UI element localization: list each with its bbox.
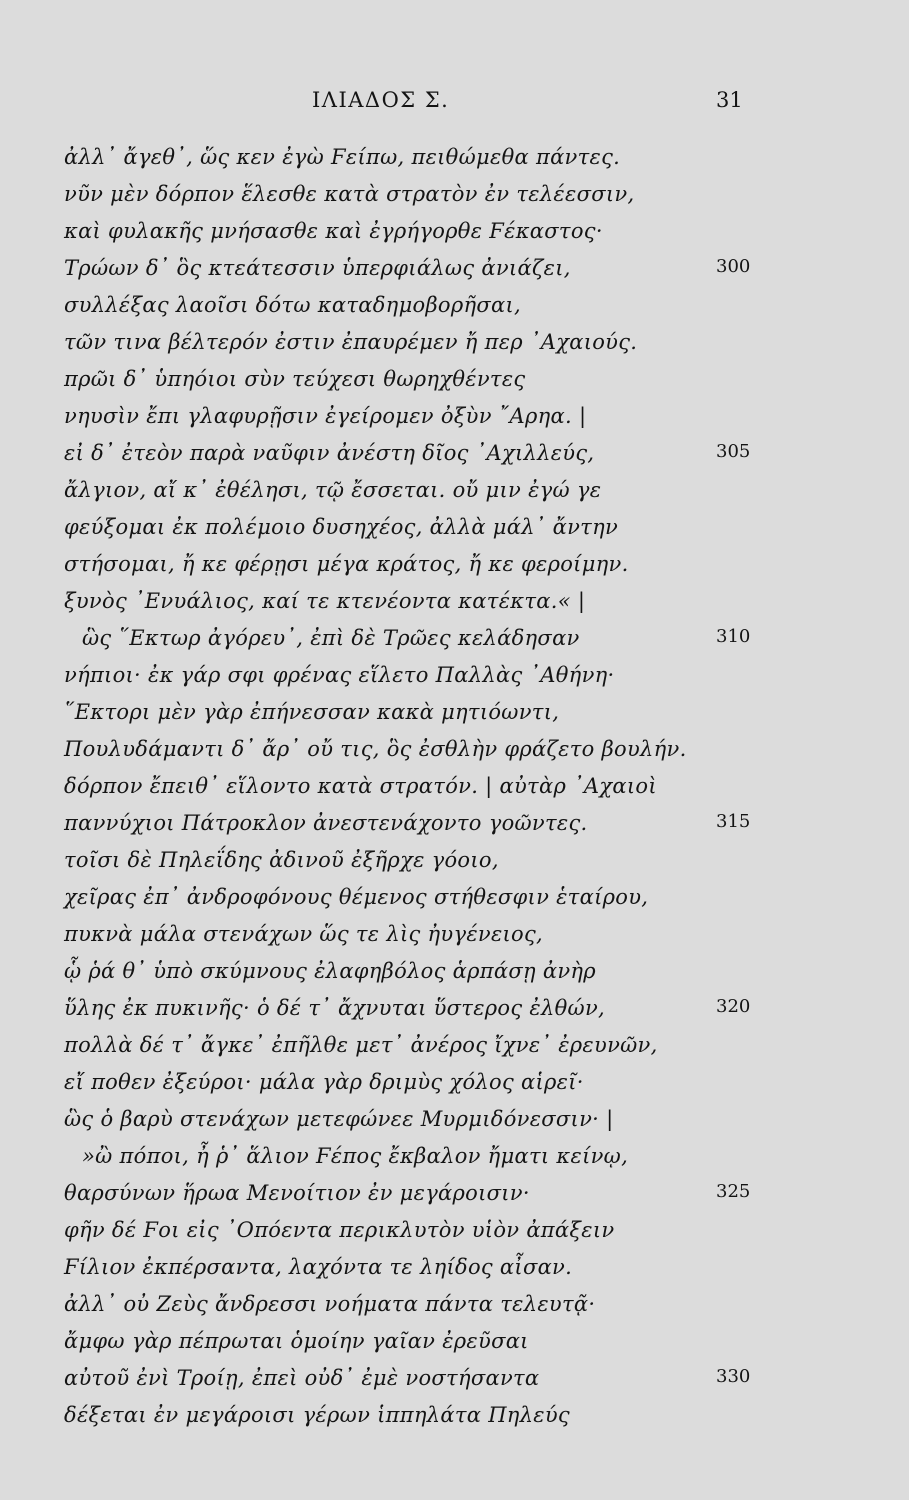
verse-line	[0, 1329, 909, 1366]
verse-line	[0, 145, 909, 182]
verse-line	[0, 922, 909, 959]
running-head	[0, 88, 909, 128]
verse-text: συλλέξας λαοῖσι δότω καταδημοβορῆσαι,	[64, 293, 521, 317]
verse-line	[0, 848, 909, 885]
verse-line	[0, 182, 909, 219]
verse-line	[0, 1033, 909, 1070]
verse-line	[0, 626, 909, 663]
line-number: 330	[716, 1366, 751, 1387]
verse-text: ὕλης ἐκ πυκινῆς· ὁ δέ τ᾽ ἄχνυται ὕστερος ἐλθών,	[64, 996, 605, 1020]
page-number: 31	[716, 88, 743, 112]
verse-text: καὶ φυλακῆς μνήσασθε καὶ ἐγρήγορθε Ϝέκαστος·	[64, 219, 603, 243]
verse-text: δόρπον ἔπειθ᾽ εἵλοντο κατὰ στρατόν. | αὐτὰρ ᾽Αχαιοὶ	[64, 774, 657, 798]
line-number: 315	[716, 811, 751, 832]
verse-text: αὐτοῦ ἐνὶ Τροίῃ, ἐπεὶ οὐδ᾽ ἐμὲ νοστήσαντα	[64, 1366, 540, 1390]
verse-text: ἀλλ᾽ ἄγεθ᾽, ὥς κεν ἐγὼ Ϝείπω, πειθώμεθα πάντες.	[64, 145, 621, 169]
line-number: 325	[716, 1181, 751, 1202]
verse-line	[0, 1218, 909, 1255]
verse-line	[0, 996, 909, 1033]
verse-line	[0, 737, 909, 774]
verse-block	[0, 145, 909, 1440]
verse-line	[0, 1144, 909, 1181]
verse-line	[0, 1070, 909, 1107]
verse-line	[0, 404, 909, 441]
verse-line	[0, 885, 909, 922]
verse-text: Πουλυδάμαντι δ᾽ ἄρ᾽ οὔ τις, ὃς ἐσθλὴν φράζετο βουλήν.	[64, 737, 687, 761]
verse-text: τῶν τινα βέλτερόν ἐστιν ἐπαυρέμεν ἤ περ ᾽Αχαιούς.	[64, 330, 638, 354]
verse-text: νηυσὶν ἔπι γλαφυρῇσιν ἐγείρομεν ὀξὺν ῎Αρηα. |	[64, 404, 587, 428]
verse-text: φεύξομαι ἐκ πολέμοιο δυσηχέος, ἀλλὰ μάλ᾽ ἄντην	[64, 515, 619, 539]
verse-line	[0, 959, 909, 996]
verse-text: πολλὰ δέ τ᾽ ἄγκε᾽ ἐπῆλθε μετ᾽ ἀνέρος ἴχνε᾽ ἐρευνῶν,	[64, 1033, 658, 1057]
verse-line	[0, 478, 909, 515]
verse-line	[0, 1255, 909, 1292]
running-title: ΙΛΙΑΔΟΣ Σ.	[312, 88, 450, 112]
verse-text: δέξεται ἐν μεγάροισι γέρων ἱππηλάτα Πηλεύς	[64, 1403, 570, 1427]
verse-text: χεῖρας ἐπ᾽ ἀνδροφόνους θέμενος στήθεσφιν ἑταίρου,	[64, 885, 649, 909]
verse-line	[0, 1107, 909, 1144]
verse-line	[0, 515, 909, 552]
verse-line	[0, 219, 909, 256]
verse-text: ὣς ὁ βαρὺ στενάχων μετεφώνεε Μυρμιδόνεσσιν· |	[64, 1107, 614, 1131]
verse-line	[0, 330, 909, 367]
verse-line	[0, 441, 909, 478]
verse-line	[0, 1403, 909, 1440]
verse-text: πρῶι δ᾽ ὑπηόιοι σὺν τεύχεσι θωρηχθέντες	[64, 367, 526, 391]
verse-text: νήπιοι· ἐκ γάρ σφι φρένας εἵλετο Παλλὰς ᾽Αθήνη·	[64, 663, 615, 687]
verse-line	[0, 589, 909, 626]
verse-text: εἰ δ᾽ ἐτεὸν παρὰ ναῦφιν ἀνέστη δῖος ᾽Αχιλλεύς,	[64, 441, 595, 465]
verse-line	[0, 552, 909, 589]
verse-text: τοῖσι δὲ Πηλεΐδης ἀδινοῦ ἐξῆρχε γόοιο,	[64, 848, 499, 872]
verse-text: Τρώων δ᾽ ὃς κτεάτεσσιν ὑπερφιάλως ἀνιάζει,	[64, 256, 571, 280]
verse-text: ἀλλ᾽ οὐ Ζεὺς ἄνδρεσσι νοήματα πάντα τελευτᾷ·	[64, 1292, 596, 1316]
line-number: 300	[716, 256, 751, 277]
verse-line	[0, 811, 909, 848]
verse-line	[0, 663, 909, 700]
line-number: 305	[716, 441, 751, 462]
verse-line	[0, 293, 909, 330]
verse-line	[0, 700, 909, 737]
verse-text: θαρσύνων ἥρωα Μενοίτιον ἐν μεγάροισιν·	[64, 1181, 530, 1205]
verse-text: »ὢ πόποι, ἦ ῥ᾽ ἅλιον Ϝέπος ἔκβαλον ἤματι κείνῳ,	[82, 1144, 629, 1168]
verse-text: Ϝίλιον ἐκπέρσαντα, λαχόντα τε ληίδος αἶσαν.	[64, 1255, 573, 1279]
verse-text: ξυνὸς ᾽Ενυάλιος, καί τε κτενέοντα κατέκτα.« |	[64, 589, 586, 613]
verse-text: ᾧ ῥά θ᾽ ὑπὸ σκύμνους ἐλαφηβόλος ἁρπάσῃ ἀνὴρ	[64, 959, 596, 983]
verse-text: εἴ ποθεν ἐξεύροι· μάλα γὰρ δριμὺς χόλος αἱρεῖ·	[64, 1070, 584, 1094]
verse-text: παννύχιοι Πάτροκλον ἀνεστενάχοντο γοῶντες.	[64, 811, 588, 835]
verse-text: πυκνὰ μάλα στενάχων ὥς τε λὶς ἠυγένειος,	[64, 922, 544, 946]
verse-line	[0, 1366, 909, 1403]
verse-text: ὣς ῞Εκτωρ ἀγόρευ᾽, ἐπὶ δὲ Τρῶες κελάδησαν	[82, 626, 580, 650]
verse-line	[0, 367, 909, 404]
verse-line	[0, 774, 909, 811]
line-number: 310	[716, 626, 751, 647]
line-number: 320	[716, 996, 751, 1017]
verse-text: ἄμφω γὰρ πέπρωται ὁμοίην γαῖαν ἐρεῦσαι	[64, 1329, 529, 1353]
verse-text: νῦν μὲν δόρπον ἕλεσθε κατὰ στρατὸν ἐν τελέεσσιν,	[64, 182, 635, 206]
verse-text: στήσομαι, ἤ κε φέρῃσι μέγα κράτος, ἤ κε φεροίμην.	[64, 552, 629, 576]
verse-line	[0, 256, 909, 293]
verse-text: ἄλγιον, αἴ κ᾽ ἐθέλησι, τῷ ἔσσεται. οὔ μιν ἐγώ γε	[64, 478, 602, 502]
verse-line	[0, 1292, 909, 1329]
verse-text: ῞Εκτορι μὲν γὰρ ἐπήνεσσαν κακὰ μητιόωντι,	[64, 700, 560, 724]
verse-line	[0, 1181, 909, 1218]
verse-text: φῆν δέ Ϝοι εἰς ᾽Οπόεντα περικλυτὸν υἱὸν ἀπάξειν	[64, 1218, 615, 1242]
